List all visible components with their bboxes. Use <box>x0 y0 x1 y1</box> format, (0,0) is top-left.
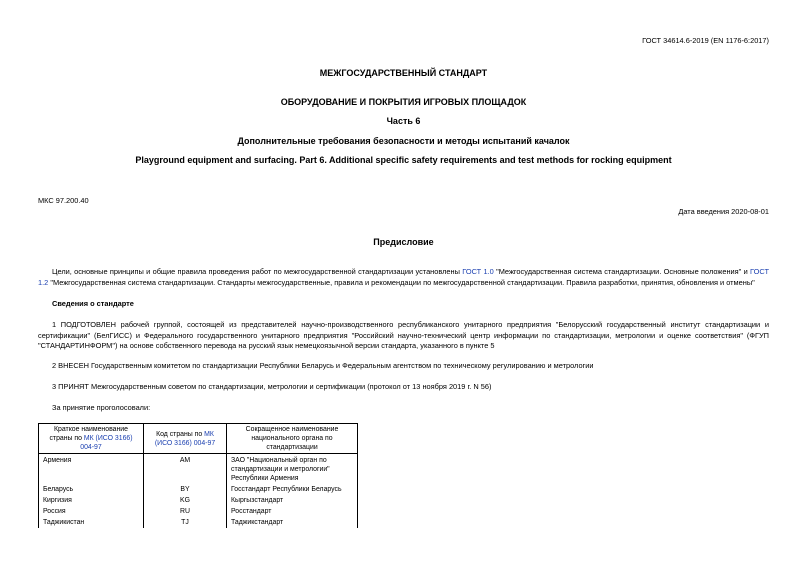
mk-iso-code-link[interactable]: МК (ИСО 3166) 004-97 <box>154 430 216 447</box>
voting-countries-table <box>38 423 358 528</box>
gost-1-2-link[interactable]: ГОСТ 1.2 <box>38 267 769 287</box>
gost-1-0-link[interactable]: ГОСТ 1.0 <box>462 267 494 276</box>
table-row <box>39 517 358 528</box>
cell-code: BY <box>144 484 227 495</box>
header-country-name: Краткое наименование страны по МК (ИСО 3166) 004-97 <box>39 424 144 454</box>
header-national-body: Сокращенное наименование национального органа по стандартизации <box>227 424 358 454</box>
cell-code: AM <box>144 454 227 485</box>
item-1-prepared: 1 ПОДГОТОВЛЕН рабочей группой, состоящей из представителей научно-производственного республиканского унитарного предприятия "Белорусский государственный институт стандартизации и сертификации" (БелГИСС) и Федерального государственного унитарного предприятия "Российский научно-технический центр информации по стандартизации, метрологии и оценке соответствия" (ФГУП "СТАНДАРТИНФОРМ") на основе собственного перевода на русский язык немецкоязычной версии стандарта, указанного в пункте 5 <box>38 320 769 350</box>
cell-code: RU <box>144 506 227 517</box>
cell-body: ЗАО "Национальный орган по стандартизации и метрологии" Республики Армения <box>227 454 358 485</box>
subtitle-ru: Дополнительные требования безопасности и методы испытаний качалок <box>237 136 570 146</box>
table-header-row <box>39 424 358 454</box>
mk-iso-link[interactable]: МК (ИСО 3166) 004-97 <box>80 435 133 451</box>
table-row <box>39 454 358 485</box>
cell-body: Госстандарт Республики Беларусь <box>227 484 358 495</box>
document-title: ОБОРУДОВАНИЕ И ПОКРЫТИЯ ИГРОВЫХ ПЛОЩАДОК <box>280 97 527 107</box>
preface-heading: Предисловие <box>373 237 434 247</box>
item-3-adopted: 3 ПРИНЯТ Межгосударственным советом по стандартизации, метрологии и сертификации (протокол от 13 ноября 2019 г. N 56) <box>52 382 492 391</box>
voted-label: За принятие проголосовали: <box>52 403 151 412</box>
cell-country: Россия <box>39 506 144 517</box>
mks-code: МКС 97.200.40 <box>38 196 89 205</box>
table-row <box>39 484 358 495</box>
cell-country: Киргизия <box>39 495 144 506</box>
cell-code: TJ <box>144 517 227 528</box>
cell-country: Таджикистан <box>39 517 144 528</box>
item-2-introduced: 2 ВНЕСЕН Государственным комитетом по стандартизации Республики Беларусь и Федеральным агентством по техническому регулированию и метрологии <box>52 361 594 370</box>
document-part: Часть 6 <box>386 116 421 126</box>
table-row <box>39 495 358 506</box>
cell-body: Росстандарт <box>227 506 358 517</box>
cell-body: Таджикстандарт <box>227 517 358 528</box>
cell-body: Кыргызстандарт <box>227 495 358 506</box>
preface-paragraph-1: Цели, основные принципы и общие правила проведения работ по межгосударственной стандартизации установлены ГОСТ 1.0 "Межгосударственная система стандартизации. Основные положения" и ГОСТ 1.2 "Межгосударственная система стандартизации. Стандарты межгосударственные, правила и рекомендации по межгосударственной стандартизации. Правила разработки, принятия, обновления и отмены" <box>38 267 769 287</box>
about-standard-heading: Сведения о стандарте <box>52 299 134 308</box>
intro-date: Дата введения 2020-08-01 <box>678 207 769 216</box>
cell-country: Армения <box>39 454 144 485</box>
header-country-code: Код страны по МК (ИСО 3166) 004-97 <box>144 424 227 454</box>
standard-type: МЕЖГОСУДАРСТВЕННЫЙ СТАНДАРТ <box>319 68 488 78</box>
cell-country: Беларусь <box>39 484 144 495</box>
cell-code: KG <box>144 495 227 506</box>
subtitle-en: Playground equipment and surfacing. Part 6. Additional specific safety requirements and test methods for rocking equipment <box>135 155 672 165</box>
table-row <box>39 506 358 517</box>
document-code: ГОСТ 34614.6-2019 (EN 1176-6:2017) <box>642 36 769 45</box>
